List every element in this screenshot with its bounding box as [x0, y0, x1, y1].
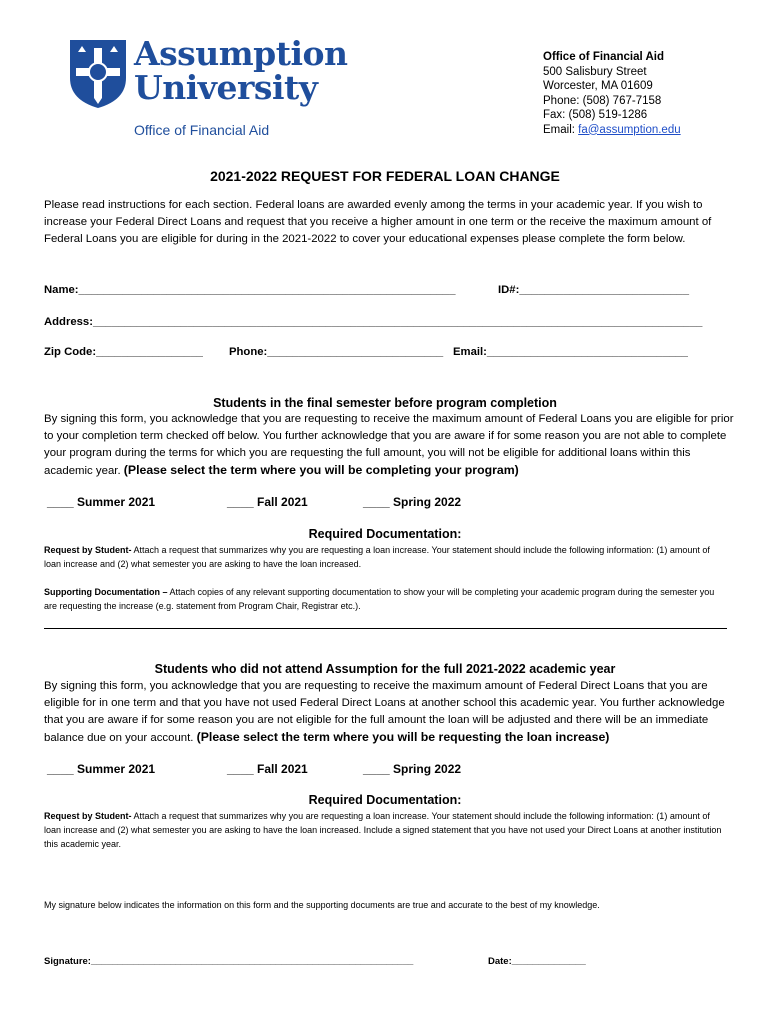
section1-supporting-documentation	[44, 585, 724, 613]
s2-req-label: Request by Student-	[44, 811, 132, 821]
form-title: 2021-2022 REQUEST FOR FEDERAL LOAN CHANGE	[210, 168, 560, 184]
logo-name-line2: University	[134, 68, 318, 107]
section1-request-by-student	[44, 543, 724, 571]
date-field[interactable]: Date:______________	[488, 956, 586, 967]
office-contact-block	[543, 50, 681, 137]
shield-icon	[68, 38, 128, 110]
section1-required-heading: Required Documentation:	[308, 527, 462, 541]
logo-subtitle: Office of Financial Aid	[134, 122, 270, 138]
office-street: 500 Salisbury Street	[543, 65, 647, 78]
office-fax: Fax: (508) 519-1286	[543, 109, 648, 121]
s1-support-text: Attach copies of any relevant supporting documentation to show your will be completing your academic program during the semester you are requesting the increase (e.g. statement from Program Chair, Registrar etc.).	[44, 587, 715, 611]
section-divider	[44, 628, 727, 629]
id-field[interactable]: ID#:___________________________	[498, 284, 689, 296]
section1-instruction: (Please select the term where you will be completing your program)	[123, 463, 519, 477]
zip-code-field[interactable]: Zip Code:_________________	[44, 346, 203, 358]
email-field[interactable]: Email:________________________________	[453, 346, 688, 358]
s1-req-text: Attach a request that summarizes why you are requesting a loan increase. Your statement should include the following information: (1) amount of loan increase and (2) what semester you are asking to have the loan increased.	[44, 545, 710, 569]
office-city: Worcester, MA 01609	[543, 80, 653, 92]
s2-term-summer-2021[interactable]: ____ Summer 2021	[47, 762, 156, 776]
s1-term-spring-2022[interactable]: ____ Spring 2022	[363, 495, 462, 509]
address-field[interactable]: Address:_________________________________________________________________________________________________	[44, 316, 703, 328]
phone-field[interactable]: Phone:____________________________	[229, 346, 444, 358]
signature-field[interactable]: Signature:_____________________________________________________________	[44, 956, 414, 967]
office-phone: Phone: (508) 767-7158	[543, 94, 662, 107]
s1-term-summer-2021[interactable]: ____ Summer 2021	[47, 495, 156, 509]
office-name: Office of Financial Aid	[543, 51, 664, 63]
section1-heading: Students in the final semester before program completion	[213, 396, 557, 410]
s2-term-spring-2022[interactable]: ____ Spring 2022	[363, 762, 462, 776]
logo-name-line1: Assumption	[134, 34, 348, 73]
office-email-row	[543, 123, 681, 138]
intro-paragraph: Please read instructions for each section. Federal loans are awarded evenly among the terms in your academic year. If you wish to increase your Federal Direct Loans and request that you receive a higher amount in one term or the receive the maximum amount of Federal Loans you are eligible for during in the 2021-2022 to cover your educational expenses please complete the form below.	[44, 199, 712, 245]
section2-request-by-student	[44, 809, 724, 851]
section1-body	[44, 411, 734, 480]
section2-heading: Students who did not attend Assumption for the full 2021-2022 academic year	[154, 662, 616, 676]
s2-req-text: Attach a request that summarizes why you are requesting a loan increase. Your statement should include the following information: (1) amount of loan increase and (2) what semester you are asking to have the loan increased. Include a signed statement that you have not used your Direct Loans at another institution this academic year.	[44, 811, 722, 849]
section2-required-heading: Required Documentation:	[308, 793, 462, 807]
certification-statement: My signature below indicates the information on this form and the supporting documents are true and accurate to the best of my knowledge.	[44, 900, 600, 910]
university-logo	[68, 34, 348, 146]
s1-support-label: Supporting Documentation –	[44, 587, 168, 597]
section2-body	[44, 678, 734, 747]
name-field[interactable]: Name:____________________________________________________________	[44, 284, 456, 296]
s1-req-label: Request by Student-	[44, 545, 132, 555]
section2-body-text: By signing this form, you acknowledge that you are requesting to receive the maximum amount of Federal Direct Loans that you are eligible for in one term and that you have not used Federal Direct Loans at another school this academic year. You further acknowledge that you are aware if for some reason you are not eligible for the full amount the loan will be adjusted and there will be an immediate balance due on your account.	[44, 680, 725, 744]
s2-term-fall-2021[interactable]: ____ Fall 2021	[227, 762, 308, 776]
email-link[interactable]: fa@assumption.edu	[578, 123, 681, 136]
section1-body-text: By signing this form, you acknowledge that you are requesting to receive the maximum amount of Federal Loans you are eligible for prior to your completion term checked off below. You further acknowledge that you are aware if for some reason you are not able to complete your program during the terms for which you are requesting the full amount, you will not be eligible for additional loans within this academic year.	[44, 413, 734, 477]
email-label: Email:	[543, 123, 579, 136]
section2-instruction: (Please select the term where you will be requesting the loan increase)	[196, 730, 610, 744]
s1-term-fall-2021[interactable]: ____ Fall 2021	[227, 495, 308, 509]
